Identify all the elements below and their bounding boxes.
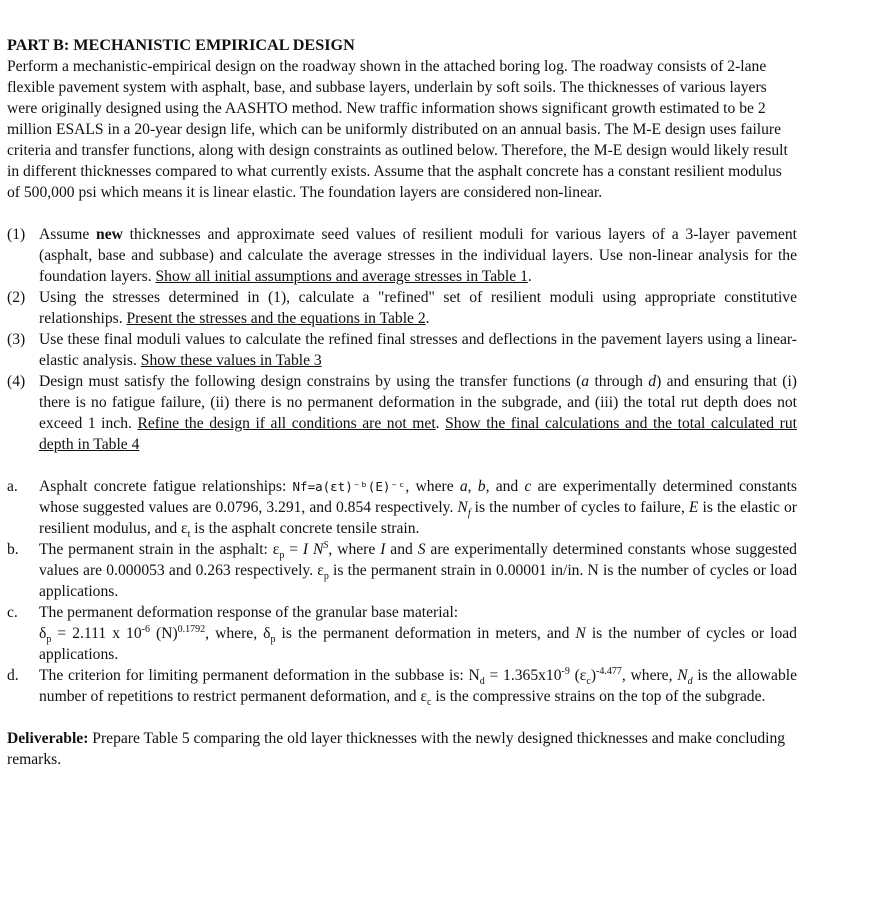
deliverable-label: Deliverable: [7, 730, 89, 747]
list-item-c [7, 602, 797, 665]
list-item-text: The permanent deformation response of the granular base material: $\delta_p = 2.111$ x $10^{-6}$ $(N)^{0.1792}$, where, $\delta_p$ is the permanent deformation in meters, and N is the number of cycles or load applications. [39, 604, 797, 663]
list-item-text: Assume new thicknesses and approximate seed values of resilient moduli for various layers of a 3-layer pavement (asphalt, base and subbase) and calculate the average stresses in the individual layers. Use non-linear analysis for the foundation layers. Show all initial assumptions and average stresses in Table 1. [39, 226, 797, 285]
list-item-2 [7, 287, 797, 329]
underlined-instruction: Show the final calculations and the total calculated rut depth in Table 4 [39, 415, 797, 453]
list-item-text: The criterion for limiting permanent deformation in the subbase is: $N_d = 1.365x10^{-9}$ $(\varepsilon_c)^{-4.477}$, where, $N_d$ is the allowable number of repetitions to restrict permanent deformation, and $\varepsilon_c$ is the compressive strains on the top of the subgrade. [39, 665, 798, 709]
list-item-3 [7, 329, 797, 371]
section-heading: PART B: MECHANISTIC EMPIRICAL DESIGN [7, 36, 355, 54]
list-item-label: (1) [7, 226, 26, 243]
list-item-b [7, 539, 797, 602]
fatigue-formula: Nf=a(εt)⁻ᵇ(E)⁻ᶜ [292, 479, 406, 494]
list-item-text: Using the stresses determined in (1), calculate a "refined" set of resilient moduli using appropriate constitutive relationships. Present the stresses and the equations in Table 2. [39, 289, 797, 327]
list-item-label: (2) [7, 289, 26, 306]
list-item-label: d. [7, 667, 19, 684]
document-page [7, 35, 797, 786]
underlined-instruction: Present the stresses and the equations in Table 2 [126, 310, 426, 327]
list-item-text: The permanent strain in the asphalt: $\varepsilon_p = I$ $N^S$, where I and S are experimentally determined constants whose suggested values are 0.000053 and 0.263 respectively. $\varepsilon_p$ is the permanent strain in 0.00001 in/in. N is the number of cycles or load applications. [39, 539, 797, 600]
list-item-text: Design must satisfy the following design constrains by using the transfer functions (a through d) and ensuring that (i) there is no fatigue failure, (ii) there is no permanent deformation in the subgrade, and (iii) the total rut depth does not exceed 1 inch. Refine the design if all conditions are not met. Show the final calculations and the total calculated rut depth in Table 4 [39, 373, 797, 453]
list-item-d [7, 665, 797, 707]
list-item-1 [7, 224, 797, 287]
intro-paragraph: Perform a mechanistic-empirical design on the roadway shown in the attached boring log. The roadway consists of 2-lane flexible pavement system with asphalt, base, and subbase layers, underlain by soft soils. The thicknesses of various layers were originally designed using the AASHTO method. New traffic information shows significant growth estimated to be 2 million ESALS in a 20-year design life, which can be uniformly distributed on an annual basis. The M-E design uses failure criteria and transfer functions, along with design constraints as outlined below. Therefore, the M-E design would likely result in different thicknesses compared to what currently exists. Assume that the asphalt concrete has a constant resilient modulus of 500,000 psi which means it is linear elastic. The foundation layers are considered non-linear. [7, 58, 788, 201]
deliverable-paragraph [7, 728, 797, 770]
lettered-list [7, 476, 797, 707]
list-item-4 [7, 371, 797, 455]
list-item-label: c. [7, 604, 18, 621]
numbered-list [7, 224, 797, 455]
list-item-label: b. [7, 541, 19, 558]
list-item-label: (3) [7, 331, 26, 348]
list-item-label: (4) [7, 373, 26, 390]
list-item-label: a. [7, 478, 18, 495]
list-item-text: Asphalt concrete fatigue relationships: Nf=a(εt)⁻ᵇ(E)⁻ᶜ, where a, b, and c are experimentally determined constants whose suggested values are 0.0796, 3.291, and 0.854 respectively. $N_f$ is the number of cycles to failure, E is the elastic or resilient modulus, and $\varepsilon_t$ is the asphalt concrete tensile strain. [39, 478, 797, 541]
deliverable-text: Prepare Table 5 comparing the old layer thicknesses with the newly designed thicknesses and make concluding remarks. [7, 730, 786, 768]
emphasis-new: new [96, 226, 123, 243]
list-item-a [7, 476, 797, 539]
underlined-instruction: Show these values in Table 3 [140, 352, 322, 369]
underlined-instruction: Refine the design if all conditions are not met [137, 415, 436, 432]
list-item-text: Use these final moduli values to calculate the refined final stresses and deflections in the pavement layers using a linear-elastic analysis. Show these values in Table 3 [39, 331, 797, 369]
underlined-instruction: Show all initial assumptions and average stresses in Table 1 [155, 268, 528, 285]
